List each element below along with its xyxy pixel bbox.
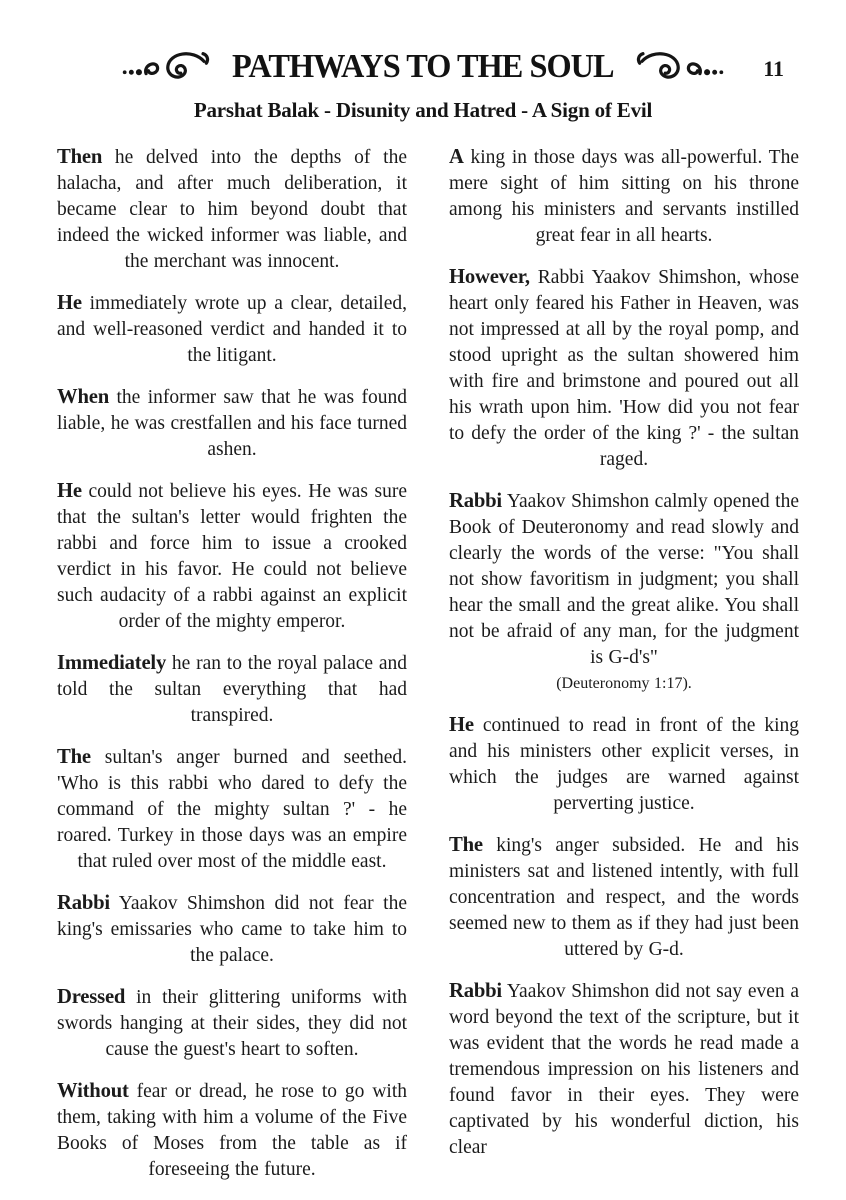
paragraph-lead-word: He <box>449 714 474 736</box>
paragraph-lead-word: Then <box>57 146 103 168</box>
paragraph-text: Yaakov Shimshon did not say even a word beyond the text of the scripture, but it was evident that the words he read made a tremendous impression on his listeners and found favor in their eyes. They were captivated by his wonderful diction, his clear <box>449 981 799 1158</box>
paragraph-lead-word: When <box>57 386 110 408</box>
two-column-text <box>0 123 846 1198</box>
paragraph-lead-word: He <box>57 480 82 502</box>
paragraph-text: sultan's anger burned and seethed. 'Who is this rabbi who dared to defy the command of the mighty sultan ?' - he roared. Turkey in those days was an empire that ruled over most of the middle east. <box>57 747 407 872</box>
paragraph-text: immediately wrote up a clear, detailed, and well-reasoned verdict and handed it to the litigant. <box>57 293 408 366</box>
paragraph-lead-word: A <box>449 146 464 168</box>
paragraph-lead-word: Rabbi <box>57 892 110 914</box>
section-subtitle: Parshat Balak - Disunity and Hatred - A Sign of Evil <box>193 98 653 122</box>
paragraph <box>449 264 799 473</box>
flourish-left-ornament-icon <box>120 48 212 86</box>
left-column <box>57 144 407 1198</box>
paragraph-text: in their glittering uniforms with swords hanging at their sides, they did not cause the guest's heart to soften. <box>57 987 408 1060</box>
flourish-right-ornament-icon <box>634 48 726 86</box>
page-number: 11 <box>763 56 784 81</box>
paragraph <box>449 144 799 249</box>
paragraph-lead-word: The <box>57 746 91 768</box>
paragraph-text: king in those days was all-powerful. The mere sight of him sitting on his throne among his ministers and servants instilled great fear in all hearts. <box>449 147 799 246</box>
paragraph <box>57 384 407 463</box>
paragraph-text: he delved into the depths of the halacha, and after much deliberation, it became clear to him beyond doubt that indeed the wicked informer was liable, and the merchant was innocent. <box>57 147 407 272</box>
title-row <box>0 46 846 88</box>
paragraph-text: fear or dread, he rose to go with them, taking with him a volume of the Five Books of Moses from the table as if foreseeing the future. <box>57 1081 407 1180</box>
paragraph-lead-word: The <box>449 834 483 856</box>
page-header <box>0 0 846 123</box>
paragraph-with-citation <box>449 488 799 697</box>
paragraph-text: Yaakov Shimshon did not fear the king's emissaries who came to take him to the palace. <box>57 893 407 966</box>
paragraph-lead-word: Rabbi <box>449 980 502 1002</box>
paragraph <box>449 832 799 963</box>
paragraph-text: could not believe his eyes. He was sure that the sultan's letter would frighten the rabbi and force him to issue a crooked verdict in his favor. He could not believe such audacity of a rabbi against an explicit order of the mighty emperor. <box>57 481 408 632</box>
paragraph <box>57 890 407 969</box>
paragraph-lead-word: He <box>57 292 82 314</box>
paragraph-continued-next-page <box>449 978 799 1161</box>
paragraph <box>57 984 407 1063</box>
paragraph-text: the informer saw that he was found liable, he was crestfallen and his face turned ashen. <box>57 387 407 460</box>
verse-citation: (Deuteronomy 1:17). <box>556 675 692 692</box>
paragraph-lead-word: Without <box>57 1080 129 1102</box>
paragraph <box>449 712 799 817</box>
right-column <box>449 144 799 1198</box>
paragraph <box>57 1078 407 1183</box>
paragraph-text: Rabbi Yaakov Shimshon, whose heart only feared his Father in Heaven, was not impressed at all by the royal pomp, and stood upright as the sultan showered him with fire and brimstone and poured out all his wrath upon him. 'How did you not fear to defy the order of the king ?' - the sultan raged. <box>449 267 799 470</box>
paragraph <box>57 650 407 729</box>
paragraph <box>57 144 407 275</box>
paragraph <box>57 478 407 635</box>
paragraph-text: Yaakov Shimshon calmly opened the Book of Deuteronomy and read slowly and clearly the words of the verse: "You shall not show favoritism in judgment; you shall hear the small and the great alike. You shall not be afraid of any man, for the judgment is G-d's" <box>449 491 800 668</box>
paragraph-lead-word: However, <box>449 266 530 288</box>
paragraph-lead-word: Dressed <box>57 986 126 1008</box>
paragraph-text: he ran to the royal palace and told the sultan everything that had transpired. <box>57 653 408 726</box>
paragraph-lead-word: Immediately <box>57 652 167 674</box>
paragraph-text: king's anger subsided. He and his ministers sat and listened intently, with full concentration and respect, and the words seemed new to them as if they had just been uttered by G-d. <box>449 835 799 960</box>
paragraph <box>57 290 407 369</box>
page-title: PATHWAYS TO THE SOUL <box>232 48 614 85</box>
paragraph <box>57 744 407 875</box>
paragraph-text: continued to read in front of the king and his ministers other explicit verses, in which the judges are warned against perverting justice. <box>449 715 799 814</box>
paragraph-lead-word: Rabbi <box>449 490 502 512</box>
